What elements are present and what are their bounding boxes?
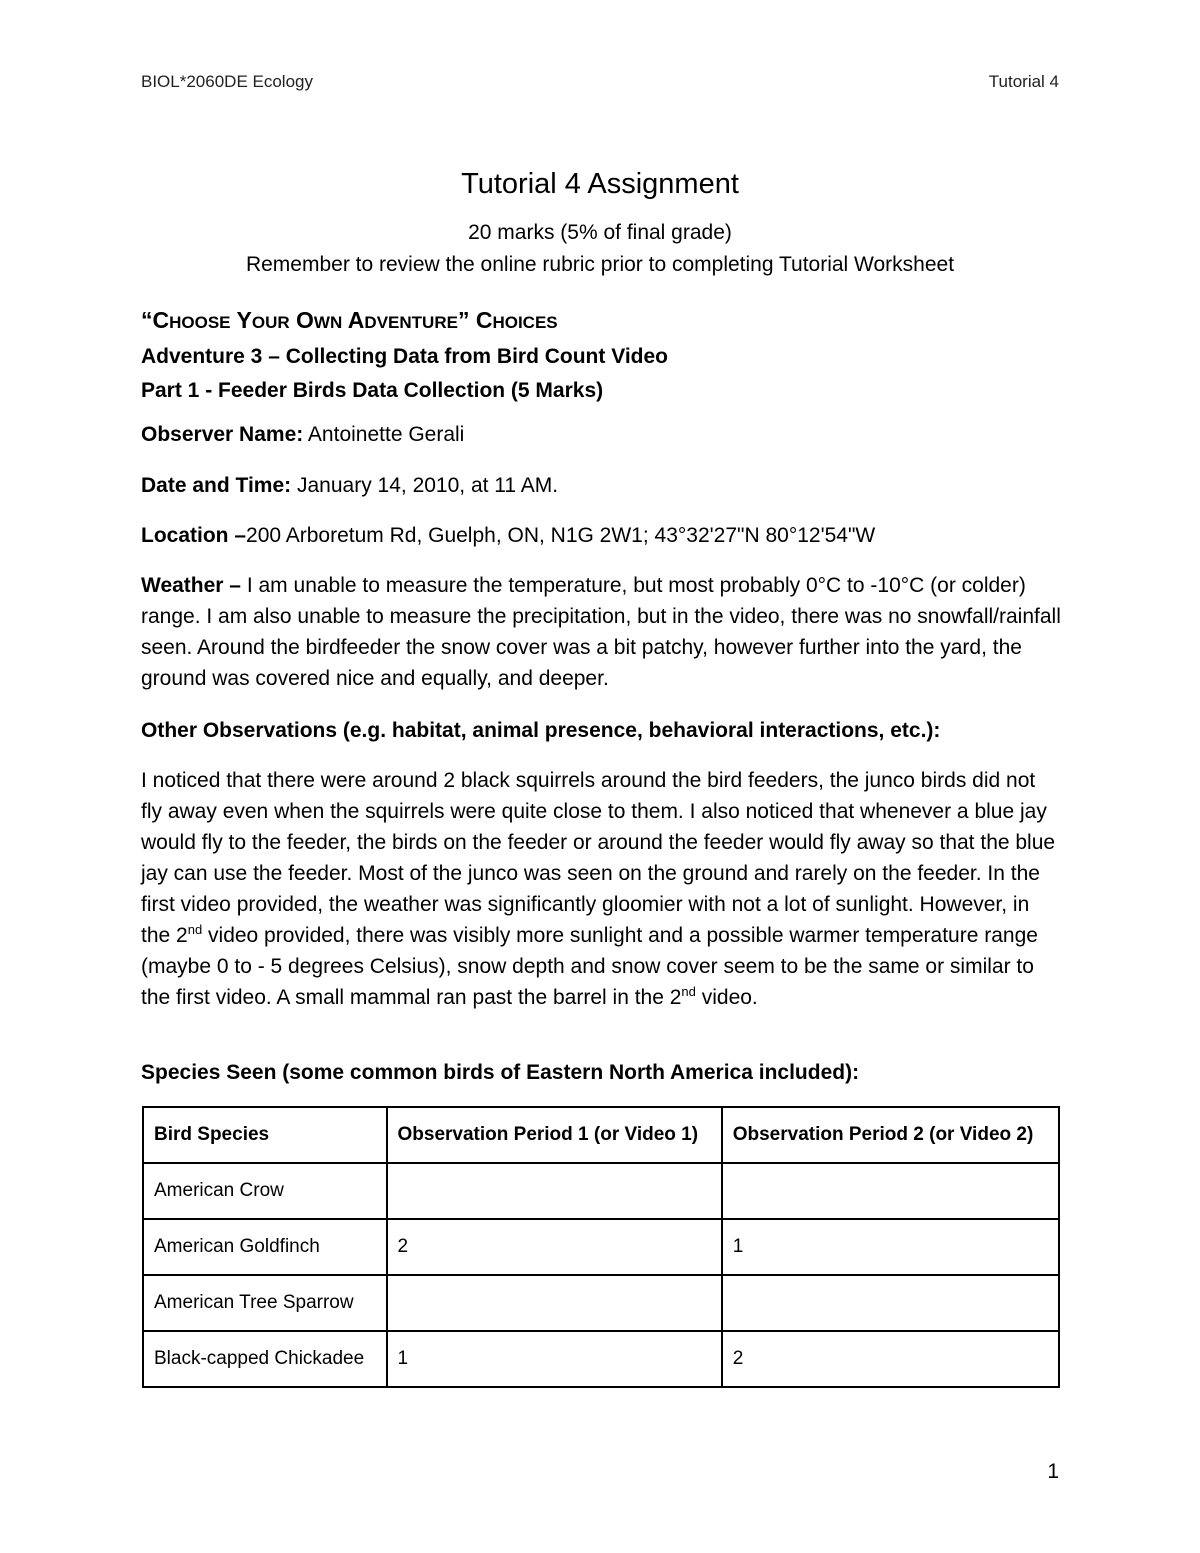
table-row — [143, 1163, 1059, 1219]
marks-subtitle: 20 marks (5% of final grade) — [468, 221, 732, 244]
part-heading: Part 1 - Feeder Birds Data Collection (5 Marks) — [141, 379, 604, 402]
species-cell: Black-capped Chickadee — [143, 1331, 387, 1387]
weather: Weather – I am unable to measure the temperature, but most probably 0°C to -10°C (or colder) range. I am also unable to measure the precipitation, but in the video, there was no snowfall/rainfall seen. Around the birdfeeder the snow cover was a bit patchy, however further into the yard, the ground was covered nice and equally, and deeper. — [141, 574, 1061, 690]
page-number: 1 — [1047, 1460, 1059, 1483]
species-cell: American Crow — [143, 1163, 387, 1219]
column-header: Observation Period 2 (or Video 2) — [722, 1107, 1059, 1163]
other-observations-text: I noticed that there were around 2 black squirrels around the bird feeders, the junco birds did not fly away even when the squirrels were quite close to them. I also noticed that whenever a blue jay would fly to the feeder, the birds on the feeder or around the feeder would fly away so that the blue jay can use the feeder. Most of the junco was seen on the ground and rarely on the feeder. In the first video provided, the weather was significantly gloomier with not a lot of sunlight. However, in the 2nd video provided, there was visibly more sunlight and a possible warmer temperature range (maybe 0 to - 5 degrees Celsius), snow depth and snow cover seem to be the same or similar to the first video. A small mammal ran past the barrel in the 2nd video. — [141, 769, 1056, 1009]
table-row — [143, 1331, 1059, 1387]
table-row — [143, 1219, 1059, 1275]
species-table — [142, 1106, 1060, 1388]
date-time: Date and Time: January 14, 2010, at 11 AM. — [141, 474, 559, 497]
header-course: BIOL*2060DE Ecology — [141, 72, 313, 91]
count-cell — [722, 1275, 1059, 1331]
table-header-row — [143, 1107, 1059, 1163]
observer-name: Observer Name: Antoinette Gerali — [141, 423, 465, 446]
adventure-heading: Adventure 3 – Collecting Data from Bird Count Video — [141, 345, 669, 368]
species-cell: American Tree Sparrow — [143, 1275, 387, 1331]
count-cell: 2 — [387, 1219, 722, 1275]
rubric-reminder: Remember to review the online rubric prior to completing Tutorial Worksheet — [245, 253, 955, 276]
count-cell: 2 — [722, 1331, 1059, 1387]
species-cell: American Goldfinch — [143, 1219, 387, 1275]
table-row — [143, 1275, 1059, 1331]
page-title: Tutorial 4 Assignment — [461, 168, 739, 200]
column-header: Observation Period 1 (or Video 1) — [387, 1107, 722, 1163]
count-cell: 1 — [387, 1331, 722, 1387]
count-cell: 1 — [722, 1219, 1059, 1275]
other-observations-heading: Other Observations (e.g. habitat, animal presence, behavioral interactions, etc.): — [141, 719, 941, 742]
count-cell — [722, 1163, 1059, 1219]
count-cell — [387, 1163, 722, 1219]
header-tutorial: Tutorial 4 — [988, 72, 1059, 91]
location: Location –200 Arboretum Rd, Guelph, ON, N1G 2W1; 43°32'27"N 80°12'54"W — [141, 524, 876, 547]
column-header: Bird Species — [143, 1107, 387, 1163]
count-cell — [387, 1275, 722, 1331]
section-heading: “CHOOSE YOUR OWN ADVENTURE” CHOICES — [141, 307, 558, 333]
species-heading: Species Seen (some common birds of Eastern North America included): — [141, 1061, 860, 1084]
